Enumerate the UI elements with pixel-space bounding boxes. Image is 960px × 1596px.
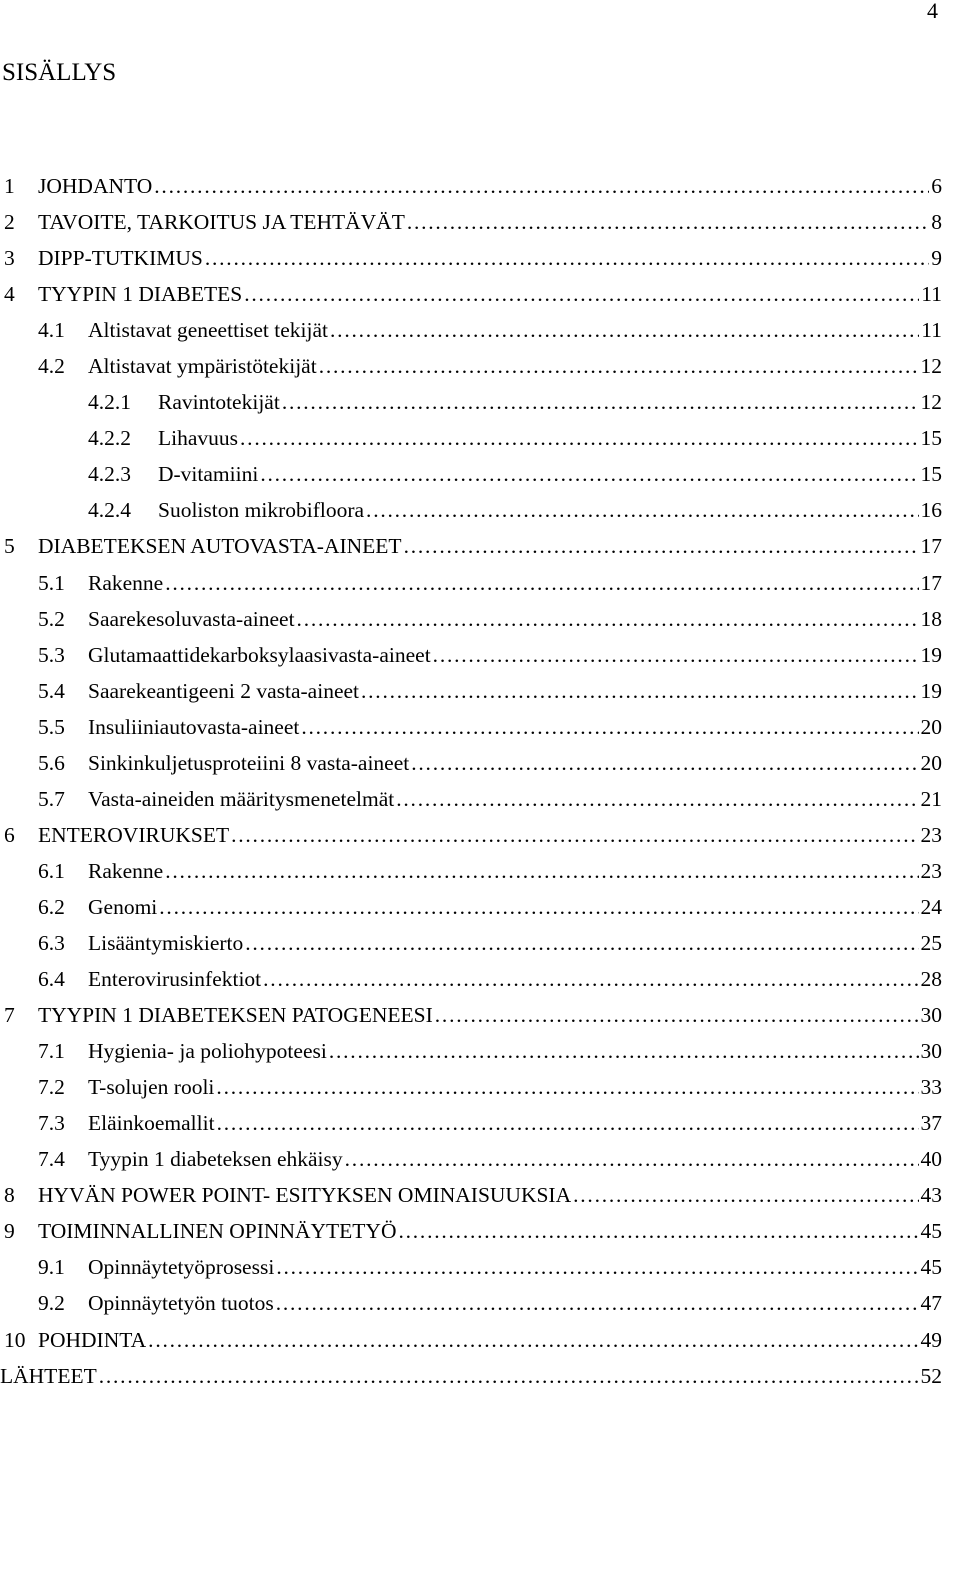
toc-entry-number: 7 bbox=[4, 1003, 15, 1028]
toc-entry-number: 4 bbox=[4, 282, 15, 307]
toc-entry-number: 9 bbox=[4, 1219, 15, 1244]
toc-entry-page: 18 bbox=[920, 606, 942, 631]
toc-entry-number: 5.3 bbox=[38, 642, 65, 667]
toc-entry-page: 45 bbox=[920, 1255, 942, 1280]
toc-entry[interactable] bbox=[0, 677, 942, 713]
toc-leader-dots bbox=[301, 713, 918, 741]
toc-entry-title[interactable]: Glutamaattidekarboksylaasivasta-aineet bbox=[88, 642, 431, 667]
toc-entry-number: 9.2 bbox=[38, 1291, 65, 1316]
toc-entry-number: 6.1 bbox=[38, 858, 65, 883]
toc-entry-title[interactable]: Lihavuus bbox=[158, 426, 239, 451]
toc-entry-number: 5.4 bbox=[38, 678, 65, 703]
toc-entry-page: 40 bbox=[920, 1147, 942, 1172]
toc-entry-page: 37 bbox=[920, 1111, 942, 1136]
toc-entry[interactable] bbox=[0, 1362, 942, 1398]
toc-entry-title[interactable]: Lisääntymiskierto bbox=[88, 930, 244, 955]
toc-leader-dots bbox=[396, 785, 918, 813]
toc-entry-page: 25 bbox=[920, 930, 942, 955]
toc-entry-title[interactable]: TOIMINNALLINEN OPINNÄYTETYÖ bbox=[38, 1219, 397, 1244]
toc-entry-title[interactable]: POHDINTA bbox=[38, 1327, 147, 1352]
toc-entry-title[interactable]: TYYPIN 1 DIABETEKSEN PATOGENEESI bbox=[38, 1003, 433, 1028]
toc-entry-number: 5.1 bbox=[38, 570, 65, 595]
toc-entry-number: 1 bbox=[4, 174, 15, 198]
toc-leader-dots bbox=[411, 749, 918, 777]
toc-leader-dots bbox=[148, 1326, 918, 1354]
toc-entry-number: 4.2 bbox=[38, 354, 65, 379]
toc-entry-number: 4.2.1 bbox=[88, 390, 131, 415]
toc-entry[interactable] bbox=[0, 1001, 942, 1037]
toc-entry[interactable] bbox=[0, 1289, 942, 1325]
toc-entry[interactable] bbox=[0, 244, 942, 280]
toc-leader-dots bbox=[361, 677, 919, 705]
toc-entry-page: 19 bbox=[920, 642, 942, 667]
toc-entry-page: 47 bbox=[920, 1291, 942, 1316]
toc-entry-title[interactable]: Enterovirusinfektiot bbox=[88, 967, 262, 992]
toc-leader-dots bbox=[217, 1109, 919, 1137]
toc-leader-dots bbox=[260, 460, 918, 488]
toc-leader-dots bbox=[244, 280, 919, 308]
toc-entry-page: 8 bbox=[931, 210, 942, 235]
toc-entry[interactable] bbox=[0, 605, 942, 641]
toc-entry-number: 7.3 bbox=[38, 1111, 65, 1136]
toc-entry-page: 6 bbox=[931, 174, 942, 198]
toc-leader-dots bbox=[231, 821, 918, 849]
toc-entry[interactable] bbox=[0, 388, 942, 424]
toc-entry[interactable] bbox=[0, 749, 942, 785]
toc-entry-page: 20 bbox=[920, 750, 942, 775]
toc-entry-title[interactable]: Sinkinkuljetusproteiini 8 vasta-aineet bbox=[88, 750, 410, 775]
toc-entry-number: 7.2 bbox=[38, 1075, 65, 1100]
toc-leader-dots bbox=[216, 1073, 918, 1101]
toc-entry-page: 30 bbox=[920, 1039, 942, 1064]
toc-entry-title[interactable]: Genomi bbox=[88, 894, 158, 919]
toc-leader-dots bbox=[276, 1289, 919, 1317]
toc-entry[interactable] bbox=[0, 1217, 942, 1253]
toc-leader-dots bbox=[330, 316, 919, 344]
toc-entry-title[interactable]: Saarekesoluvasta-aineet bbox=[88, 606, 295, 631]
toc-entry-number: 5.6 bbox=[38, 750, 65, 775]
toc-entry-page: 19 bbox=[920, 678, 942, 703]
toc-leader-dots bbox=[433, 641, 919, 669]
toc-entry-page: 17 bbox=[920, 534, 942, 559]
toc-entry-title[interactable]: D-vitamiini bbox=[158, 462, 259, 487]
toc-entry-number: 3 bbox=[4, 246, 15, 271]
toc-entry[interactable] bbox=[0, 1109, 942, 1145]
toc-entry[interactable] bbox=[0, 280, 942, 316]
toc-entry-page: 15 bbox=[920, 462, 942, 487]
toc-entry-title[interactable]: Opinnäytetyöprosessi bbox=[88, 1255, 275, 1280]
toc-entry-title[interactable]: Rakenne bbox=[88, 570, 164, 595]
toc-entry-page: 12 bbox=[920, 390, 942, 415]
toc-entry[interactable] bbox=[0, 1073, 942, 1109]
toc-entry-number: 7.1 bbox=[38, 1039, 65, 1064]
toc-entry[interactable] bbox=[0, 496, 942, 532]
toc-entry-title[interactable]: Vasta-aineiden määritysmenetelmät bbox=[88, 786, 395, 811]
toc-leader-dots bbox=[398, 1217, 918, 1245]
table-of-contents bbox=[0, 172, 942, 1398]
toc-entry-page: 45 bbox=[920, 1219, 942, 1244]
toc-leader-dots bbox=[154, 172, 929, 200]
toc-entry-title[interactable]: DIPP-TUTKIMUS bbox=[38, 246, 203, 271]
toc-entry-page: 24 bbox=[920, 894, 942, 919]
toc-leader-dots bbox=[165, 569, 918, 597]
toc-leader-dots bbox=[165, 857, 918, 885]
toc-entry-number: 7.4 bbox=[38, 1147, 65, 1172]
toc-entry-page: 12 bbox=[920, 354, 942, 379]
toc-entry-title[interactable]: Altistavat ympäristötekijät bbox=[88, 354, 317, 379]
toc-leader-dots bbox=[407, 208, 929, 236]
toc-entry-page: 15 bbox=[920, 426, 942, 451]
toc-entry[interactable] bbox=[0, 569, 942, 605]
toc-entry[interactable] bbox=[0, 424, 942, 460]
toc-leader-dots bbox=[276, 1253, 918, 1281]
toc-entry-title[interactable]: TAVOITE, TARKOITUS JA TEHTÄVÄT bbox=[38, 210, 405, 235]
toc-entry-page: 17 bbox=[920, 570, 942, 595]
toc-entry[interactable] bbox=[0, 785, 942, 821]
toc-leader-dots bbox=[205, 244, 929, 272]
toc-entry-title[interactable]: T-solujen rooli bbox=[88, 1075, 215, 1100]
toc-entry-title[interactable]: HYVÄN POWER POINT- ESITYKSEN OMINAISUUKSIA bbox=[38, 1183, 572, 1208]
toc-entry-title[interactable]: JOHDANTO bbox=[38, 174, 153, 198]
toc-entry-number: 4.2.2 bbox=[88, 426, 131, 451]
toc-entry-page: 11 bbox=[921, 318, 942, 343]
toc-entry-number: 4.2.3 bbox=[88, 462, 131, 487]
toc-entry[interactable] bbox=[0, 1037, 942, 1073]
toc-entry[interactable] bbox=[0, 172, 942, 208]
toc-entry-number: 9.1 bbox=[38, 1255, 65, 1280]
toc-entry-number: 2 bbox=[4, 210, 15, 235]
toc-entry-page: 11 bbox=[921, 282, 942, 307]
toc-leader-dots bbox=[297, 605, 919, 633]
toc-entry-page: 23 bbox=[920, 858, 942, 883]
toc-heading: SISÄLLYS bbox=[2, 59, 117, 86]
toc-entry[interactable] bbox=[0, 893, 942, 929]
toc-entry-page: 16 bbox=[920, 498, 942, 523]
toc-entry-page: 9 bbox=[931, 246, 942, 271]
toc-entry[interactable] bbox=[0, 965, 942, 1001]
toc-entry-number: 4.2.4 bbox=[88, 498, 131, 523]
toc-entry-number: 5.7 bbox=[38, 786, 65, 811]
toc-entry[interactable] bbox=[0, 713, 942, 749]
toc-entry-page: 28 bbox=[920, 967, 942, 992]
toc-entry-number: 6 bbox=[4, 822, 15, 847]
toc-entry-title[interactable]: Opinnäytetyön tuotos bbox=[88, 1291, 274, 1316]
toc-entry-number: 4.1 bbox=[38, 318, 65, 343]
toc-entry-page: 49 bbox=[920, 1327, 942, 1352]
toc-entry-page: 30 bbox=[920, 1003, 942, 1028]
toc-entry-number: 8 bbox=[4, 1183, 15, 1208]
toc-entry-number: 5.2 bbox=[38, 606, 65, 631]
toc-leader-dots bbox=[99, 1362, 919, 1390]
toc-entry-number: 5.5 bbox=[38, 714, 65, 739]
toc-entry-title[interactable]: DIABETEKSEN AUTOVASTA-AINEET bbox=[38, 534, 402, 559]
toc-entry[interactable] bbox=[0, 1253, 942, 1289]
toc-leader-dots bbox=[319, 352, 919, 380]
toc-leader-dots bbox=[263, 965, 918, 993]
toc-leader-dots bbox=[435, 1001, 919, 1029]
toc-leader-dots bbox=[345, 1145, 919, 1173]
toc-entry-title[interactable]: LÄHTEET bbox=[0, 1363, 97, 1388]
toc-leader-dots bbox=[282, 388, 919, 416]
toc-entry-title[interactable]: TYYPIN 1 DIABETES bbox=[38, 282, 243, 307]
toc-leader-dots bbox=[240, 424, 918, 452]
toc-entry[interactable] bbox=[0, 532, 942, 568]
toc-entry[interactable] bbox=[0, 460, 942, 496]
toc-entry-page: 21 bbox=[920, 786, 942, 811]
toc-entry-title[interactable]: Insuliiniautovasta-aineet bbox=[88, 714, 300, 739]
toc-entry[interactable] bbox=[0, 1145, 942, 1181]
toc-leader-dots bbox=[245, 929, 918, 957]
toc-entry-title[interactable]: Ravintotekijät bbox=[158, 390, 280, 415]
toc-entry[interactable] bbox=[0, 1326, 942, 1362]
toc-entry-number: 5 bbox=[4, 534, 15, 559]
page-number: 4 bbox=[927, 0, 938, 23]
toc-entry[interactable] bbox=[0, 821, 942, 857]
toc-leader-dots bbox=[329, 1037, 919, 1065]
toc-leader-dots bbox=[159, 893, 918, 921]
toc-entry-page: 20 bbox=[920, 714, 942, 739]
toc-entry-title[interactable]: Hygienia- ja poliohypoteesi bbox=[88, 1039, 327, 1064]
toc-entry[interactable] bbox=[0, 857, 942, 893]
toc-entry[interactable] bbox=[0, 208, 942, 244]
toc-entry-title[interactable]: Suoliston mikrobifloora bbox=[158, 498, 365, 523]
toc-entry[interactable] bbox=[0, 641, 942, 677]
toc-leader-dots bbox=[366, 496, 918, 524]
toc-entry[interactable] bbox=[0, 316, 942, 352]
toc-entry-number: 6.4 bbox=[38, 967, 65, 992]
toc-entry-page: 52 bbox=[920, 1363, 942, 1388]
toc-leader-dots bbox=[404, 532, 919, 560]
toc-entry-title[interactable]: Altistavat geneettiset tekijät bbox=[88, 318, 329, 343]
toc-entry-title[interactable]: Tyypin 1 diabeteksen ehkäisy bbox=[88, 1147, 343, 1172]
toc-entry-title[interactable]: ENTEROVIRUKSET bbox=[38, 822, 230, 847]
toc-entry-number: 6.2 bbox=[38, 894, 65, 919]
toc-entry[interactable] bbox=[0, 929, 942, 965]
toc-entry[interactable] bbox=[0, 352, 942, 388]
toc-leader-dots bbox=[573, 1181, 918, 1209]
toc-entry-title[interactable]: Saarekeantigeeni 2 vasta-aineet bbox=[88, 678, 359, 703]
toc-entry-page: 23 bbox=[920, 822, 942, 847]
toc-entry-title[interactable]: Eläinkoemallit bbox=[88, 1111, 215, 1136]
toc-entry-page: 43 bbox=[920, 1183, 942, 1208]
toc-entry-number: 10 bbox=[4, 1327, 26, 1352]
toc-entry-title[interactable]: Rakenne bbox=[88, 858, 164, 883]
toc-entry-number: 6.3 bbox=[38, 930, 65, 955]
toc-entry-page: 33 bbox=[920, 1075, 942, 1100]
toc-entry[interactable] bbox=[0, 1181, 942, 1217]
